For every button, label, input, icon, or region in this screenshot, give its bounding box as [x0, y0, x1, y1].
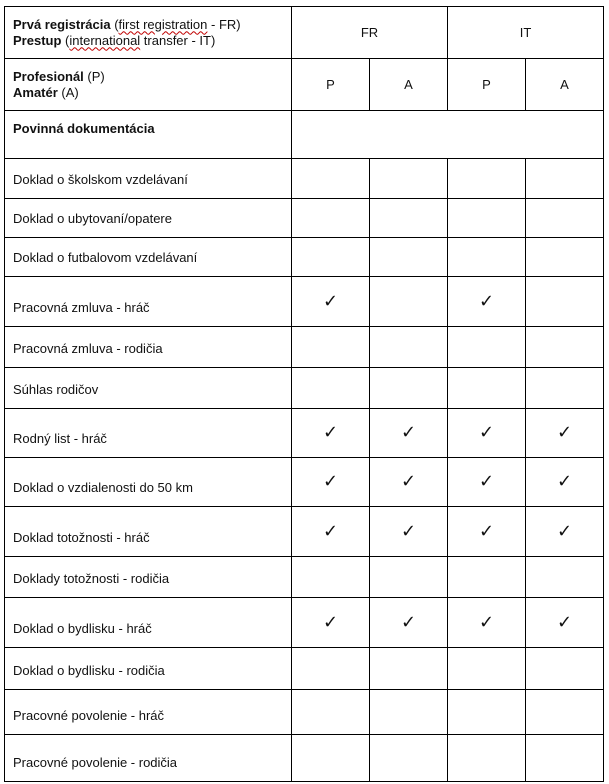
- column-header-fr: FR: [292, 7, 448, 59]
- cell-fr-a: [370, 557, 448, 598]
- table-row: [5, 277, 604, 327]
- cell-it-a: [526, 199, 604, 238]
- cell-it-a: [526, 368, 604, 409]
- document-label: Doklad totožnosti - hráč: [5, 507, 292, 557]
- cell-fr-p: [292, 690, 370, 735]
- checkmark-icon: ✓: [556, 422, 573, 443]
- checkmark-icon: ✓: [556, 471, 573, 492]
- checkmark-icon: ✓: [400, 471, 417, 492]
- cell-it-a: [526, 238, 604, 277]
- checkmark-icon: ✓: [400, 611, 417, 633]
- document-label: Doklad o vzdialenosti do 50 km: [5, 458, 292, 507]
- section-title: Povinná dokumentácia: [5, 111, 292, 159]
- table-row: [5, 557, 604, 598]
- checkmark-icon: ✓: [322, 611, 339, 633]
- cell-fr-a: [370, 409, 448, 458]
- cell-fr-p: [292, 409, 370, 458]
- cell-it-a: [526, 159, 604, 199]
- checkmark-icon: ✓: [478, 611, 495, 633]
- checkmark-icon: ✓: [478, 471, 495, 492]
- cell-fr-p: [292, 458, 370, 507]
- registration-type-legend: Prvá registrácia (first registration - FR) Prestup (international transfer - IT): [5, 7, 292, 59]
- column-header-fr-p: P: [292, 59, 370, 111]
- cell-fr-p: [292, 735, 370, 782]
- cell-fr-p: [292, 648, 370, 690]
- legend-transfer: Prestup: [13, 32, 62, 48]
- table-row: [5, 368, 604, 409]
- cell-it-p: [448, 648, 526, 690]
- section-row: [5, 111, 604, 159]
- cell-it-p: [448, 690, 526, 735]
- cell-fr-p: [292, 199, 370, 238]
- cell-fr-p: [292, 159, 370, 199]
- cell-it-p: [448, 277, 526, 327]
- cell-it-p: [448, 409, 526, 458]
- cell-it-a: [526, 648, 604, 690]
- checkmark-icon: ✓: [478, 422, 495, 443]
- cell-fr-a: [370, 507, 448, 557]
- cell-fr-a: [370, 159, 448, 199]
- cell-fr-p: [292, 327, 370, 368]
- cell-fr-p: [292, 238, 370, 277]
- cell-fr-a: [370, 368, 448, 409]
- cell-it-a: [526, 557, 604, 598]
- table-row: [5, 458, 604, 507]
- table-row: [5, 159, 604, 199]
- header-row-registration-type: [5, 7, 604, 59]
- document-label: Pracovné povolenie - rodičia: [5, 735, 292, 782]
- cell-fr-p: [292, 277, 370, 327]
- document-label: Doklad o ubytovaní/opatere: [5, 199, 292, 238]
- cell-fr-a: [370, 690, 448, 735]
- cell-it-p: [448, 458, 526, 507]
- table-row: [5, 409, 604, 458]
- document-label: Doklad o bydlisku - hráč: [5, 598, 292, 648]
- table-row: [5, 238, 604, 277]
- cell-fr-p: [292, 557, 370, 598]
- cell-it-a: [526, 327, 604, 368]
- cell-fr-p: [292, 368, 370, 409]
- cell-it-p: [448, 735, 526, 782]
- checkmark-icon: ✓: [478, 520, 495, 542]
- cell-fr-a: [370, 598, 448, 648]
- document-label: Súhlas rodičov: [5, 368, 292, 409]
- column-header-it-a: A: [526, 59, 604, 111]
- table-row: [5, 648, 604, 690]
- checkmark-icon: ✓: [478, 290, 495, 312]
- cell-it-p: [448, 159, 526, 199]
- checkmark-icon: ✓: [400, 520, 417, 542]
- table-row: [5, 327, 604, 368]
- document-label: Pracovná zmluva - hráč: [5, 277, 292, 327]
- cell-fr-a: [370, 277, 448, 327]
- checkmark-icon: ✓: [322, 471, 339, 492]
- document-label: Doklady totožnosti - rodičia: [5, 557, 292, 598]
- cell-fr-a: [370, 327, 448, 368]
- cell-fr-a: [370, 238, 448, 277]
- checkmark-icon: ✓: [322, 520, 339, 542]
- documentation-table: [4, 6, 604, 782]
- cell-fr-p: [292, 507, 370, 557]
- spellcheck-word: international: [69, 32, 141, 48]
- cell-it-a: [526, 277, 604, 327]
- cell-fr-a: [370, 735, 448, 782]
- player-status-legend: Profesionál (P) Amatér (A): [5, 59, 292, 111]
- document-label: Pracovné povolenie - hráč: [5, 690, 292, 735]
- section-empty-cell: [292, 111, 604, 159]
- cell-it-a: [526, 690, 604, 735]
- legend-amateur: Amatér: [13, 84, 58, 100]
- table-row: [5, 598, 604, 648]
- cell-it-a: [526, 598, 604, 648]
- cell-fr-a: [370, 648, 448, 690]
- cell-it-a: [526, 409, 604, 458]
- column-header-fr-a: A: [370, 59, 448, 111]
- document-label: Doklad o školskom vzdelávaní: [5, 159, 292, 199]
- table-row: [5, 735, 604, 782]
- cell-fr-a: [370, 458, 448, 507]
- spellcheck-word: first registration: [118, 16, 208, 32]
- column-header-it-p: P: [448, 59, 526, 111]
- cell-it-p: [448, 238, 526, 277]
- cell-fr-p: [292, 598, 370, 648]
- header-row-player-status: [5, 59, 604, 111]
- cell-it-p: [448, 199, 526, 238]
- cell-it-p: [448, 598, 526, 648]
- cell-it-p: [448, 327, 526, 368]
- table-row: [5, 199, 604, 238]
- document-label: Pracovná zmluva - rodičia: [5, 327, 292, 368]
- checkmark-icon: ✓: [400, 422, 417, 443]
- table-row: [5, 507, 604, 557]
- checkmark-icon: ✓: [556, 611, 573, 633]
- checkmark-icon: ✓: [556, 520, 573, 542]
- table-row: [5, 690, 604, 735]
- document-label: Doklad o bydlisku - rodičia: [5, 648, 292, 690]
- cell-it-a: [526, 735, 604, 782]
- cell-it-p: [448, 557, 526, 598]
- legend-first-registration: Prvá registrácia: [13, 16, 111, 32]
- cell-fr-a: [370, 199, 448, 238]
- cell-it-a: [526, 507, 604, 557]
- cell-it-p: [448, 368, 526, 409]
- checkmark-icon: ✓: [322, 422, 339, 443]
- checkmark-icon: ✓: [322, 290, 339, 312]
- document-label: Rodný list - hráč: [5, 409, 292, 458]
- column-header-it: IT: [448, 7, 604, 59]
- cell-it-p: [448, 507, 526, 557]
- cell-it-a: [526, 458, 604, 507]
- legend-professional: Profesionál: [13, 68, 84, 84]
- document-label: Doklad o futbalovom vzdelávaní: [5, 238, 292, 277]
